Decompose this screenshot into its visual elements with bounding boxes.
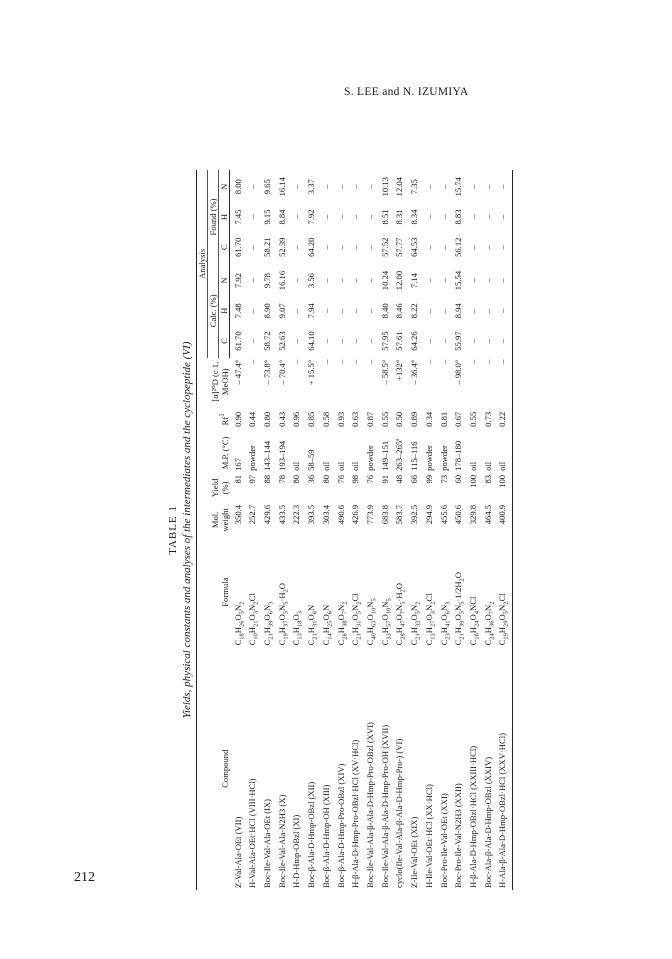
found-n-cell: – (350, 184, 361, 189)
calc-n-cell: 12.00 (394, 270, 405, 291)
mol-weight-cell: 490.6 (335, 504, 346, 525)
compound-cell: Boc-Pro-Ile-Val-OEt (XXI) (438, 793, 449, 888)
compound-cell: Boc-β-Ala-D-Hmp-Pro-OBzl (XIV) (335, 763, 346, 888)
calc-n-cell: 9.78 (261, 273, 272, 289)
calc-h-cell: – (482, 308, 493, 313)
found-c-cell: – (468, 245, 478, 250)
rf-cell: 0.89 (409, 411, 420, 427)
found-h-cell: – (497, 203, 512, 230)
mp-cell: powder (247, 445, 258, 471)
found-c-cell: 57.77 (394, 237, 405, 257)
calc-c-cell: 64.26 (409, 331, 420, 351)
table-row (439, 170, 454, 890)
calc-c-cell: 57.95 (379, 331, 390, 351)
calc-h-cell: 8.90 (261, 303, 272, 319)
found-n-cell: – (320, 184, 331, 189)
calc-n-cell: 16.16 (276, 270, 287, 291)
formula-cell: $C_{16}H_{24}O_4NCl$ (468, 596, 481, 646)
found-h-cell: 8.83 (453, 209, 464, 225)
found-c-cell: 52.39 (276, 237, 287, 257)
calc-n-cell: 7.14 (409, 273, 420, 289)
found-n-cell: 3.37 (306, 179, 317, 195)
formula-cell: $C_{24}H_{36}O_7N_2$ (482, 601, 496, 646)
found-c-cell: 61.70 (233, 237, 243, 257)
calc-h-cell: 8.22 (409, 303, 420, 319)
calc-n-cell: – (335, 278, 346, 283)
formula-cell: $C_{18}H_{26}O_5N_2$ (232, 601, 246, 646)
found-h-cell: – (468, 214, 478, 220)
found-c-cell: – (335, 245, 346, 250)
found-c-cell: – (497, 231, 512, 264)
mol-weight-cell: 350.4 (232, 504, 243, 525)
formula-cell: $C_{21}H_{39}O_6N_3$ (261, 601, 275, 646)
mp-cell: powder (438, 445, 449, 471)
calc-n-cell: – (423, 278, 434, 283)
col-found: Found (%) (208, 170, 219, 264)
calc-h-cell: 9.07 (276, 303, 287, 319)
calc-n-cell: – (482, 278, 493, 283)
found-h-cell: 8.31 (394, 209, 405, 225)
calc-h-cell: 8.40 (379, 303, 390, 319)
mp-cell: powder (364, 445, 375, 471)
formula-cell: $C_{23}H_{41}O_6N_3$ (438, 601, 452, 646)
compound-cell: H-Ala-β-Ala-D-Hmp-OBzl·HCl (XXV·HCl) (497, 647, 512, 890)
compound-cell: Boc-Ile-Val-Ala-OEt (IX) (261, 798, 272, 888)
found-c-cell: 64.20 (306, 237, 317, 257)
calc-c-cell: – (423, 338, 434, 344)
calc-n-cell: – (291, 278, 302, 283)
calc-c-cell: 57.61 (394, 331, 405, 351)
alpha-cell: – 58.5° (379, 359, 390, 385)
table-body (230, 170, 513, 890)
found-h-cell: – (438, 214, 449, 220)
yield-cell: 83 (482, 474, 493, 484)
mp-cell: oil (468, 461, 478, 471)
rf-cell: 0.80 (261, 411, 272, 427)
found-h-cell: 7.45 (233, 209, 243, 225)
rf-cell: 0.73 (482, 411, 493, 427)
found-h-cell: – (482, 214, 493, 220)
formula-cell: $C_{21}H_{31}O_6N$ (306, 604, 319, 646)
calc-h-cell: – (423, 308, 434, 313)
rf-label: Rf (219, 416, 230, 426)
found-h-cell: – (291, 214, 302, 220)
calc-h-cell: – (497, 297, 512, 324)
calc-h-cell: – (468, 308, 478, 313)
formula-cell: $C_{26}H_{38}O_7N_2$ (335, 601, 349, 646)
alpha-cell: – 70.4° (276, 359, 287, 385)
yield-cell: 98 (350, 474, 361, 484)
calc-n-cell: 15.54 (453, 270, 464, 291)
found-n-cell: – (438, 184, 449, 189)
yield-cell: 48 (394, 474, 405, 484)
alpha-cell: – 36.4° (409, 359, 420, 385)
found-n-cell: 7.35 (409, 179, 420, 195)
found-c-cell: – (423, 245, 434, 250)
table-row (453, 170, 468, 890)
yield-cell: 99 (423, 474, 434, 484)
mol-weight-cell: 400.9 (497, 503, 512, 537)
col-mol-weight: Mol. weight (197, 503, 230, 537)
calc-n-cell: – (320, 278, 331, 283)
mol-weight-cell: 429.6 (261, 504, 272, 525)
compound-cell: H-Ile-Val-OEt·HCl (XX·HCl) (423, 784, 434, 888)
calc-n-cell: – (497, 264, 512, 297)
formula-cell: $C_{19}H_{37}O_5N_5\cdot H_2O$ (276, 582, 290, 646)
mol-weight-cell: 329.8 (468, 504, 478, 525)
table-row (365, 170, 380, 890)
calc-n-cell: – (350, 278, 361, 283)
mp-cell: oil (350, 461, 361, 471)
found-n-cell: – (335, 184, 346, 189)
calc-n-cell: – (247, 278, 258, 283)
mp-cell: 263–265ª (394, 438, 405, 471)
alpha-cell: – 73.8° (261, 359, 272, 385)
formula-cell: $C_{13}H_{27}O_3N_2Cl$ (423, 593, 437, 646)
alpha-cell: – 47.4° (232, 359, 243, 385)
mp-cell: oil (320, 461, 331, 471)
calc-c-cell: – (468, 338, 478, 344)
calc-c-cell: – (438, 338, 449, 344)
rotated-table-block (166, 170, 511, 890)
mol-weight-cell: 464.5 (482, 504, 493, 525)
alpha-cell: – (335, 359, 346, 364)
mol-weight-cell: 294.9 (423, 504, 434, 525)
table-row (468, 170, 483, 890)
found-c-cell: – (364, 245, 375, 250)
yield-cell: 60 (453, 474, 464, 484)
alpha-cell: – (350, 359, 361, 364)
rf-cell: 0.96 (291, 411, 302, 427)
yield-cell: 73 (438, 474, 449, 484)
calc-h-cell: – (320, 308, 331, 313)
formula-cell: $C_{33}H_{57}O_{10}N_5$ (379, 598, 393, 646)
found-h-cell: 8.34 (409, 209, 420, 225)
page-number: 212 (74, 870, 95, 885)
calc-c-cell: – (247, 338, 258, 344)
mp-cell: oil (291, 461, 302, 471)
mol-weight-cell: 683.8 (379, 504, 390, 525)
yield-cell: 76 (335, 474, 346, 484)
rf-cell: 0.87 (364, 411, 375, 427)
compound-cell: H-Val-Ala-OEt·HCl (VIII·HCl) (247, 778, 258, 888)
found-c-cell: 56.12 (453, 237, 464, 257)
found-c-cell: 64.53 (409, 237, 420, 257)
found-h-cell: – (364, 214, 375, 220)
formula-cell: $C_{40}H_{63}O_{10}N_5$ (364, 598, 378, 646)
yield-cell: 76 (364, 474, 375, 484)
col-alpha: [α]²⁰D (c 1, MeOH) (197, 358, 230, 406)
found-h-cell: 9.15 (261, 209, 272, 225)
mp-cell: 143–144 (261, 440, 272, 471)
yield-cell: 100 (468, 474, 478, 488)
col-calc-h: H (219, 297, 230, 324)
alpha-cell: +132° (394, 359, 405, 381)
alpha-cell: – (364, 359, 375, 364)
table-row (262, 170, 277, 890)
yield-cell: 78 (276, 474, 287, 484)
table-subtitle: Yields, physical constants and analyses of the intermediates and the cyclopeptide (VI) (181, 341, 193, 719)
alpha-cell: – (320, 359, 331, 364)
table-row (380, 170, 395, 890)
compound-cell: Boc-β-Ala-D-Hmp-OBzl (XII) (306, 781, 317, 888)
calc-c-cell: 52.63 (276, 331, 287, 351)
found-n-cell: 8.00 (233, 179, 243, 195)
alpha-cell: – (423, 359, 434, 364)
found-n-cell: – (291, 184, 302, 189)
running-head: S. LEE and N. IZUMIYA (344, 86, 469, 98)
rf-cell: 0.93 (335, 411, 346, 427)
compound-cell: Boc-Ile-Val-Ala-β-Ala-D-Hmp-Pro-OH (XVII) (379, 724, 390, 888)
yield-cell: 97 (247, 474, 258, 484)
calc-c-cell: – (291, 338, 302, 344)
rf-cell: 0.58 (320, 411, 331, 427)
found-n-cell: – (364, 184, 375, 189)
calc-h-cell: – (335, 308, 346, 313)
compound-cell: H-β-Ala-D-Hmp-Pro-OBzl·HCl (XV·HCl) (350, 739, 361, 888)
found-n-cell: 15.74 (453, 177, 464, 197)
rf-cell: 0.63 (350, 411, 361, 427)
found-n-cell: – (468, 184, 478, 189)
calc-h-cell: – (247, 308, 258, 313)
compound-cell: Boc-Ala-β-Ala-D-Hmp-OBzl (XXIV) (482, 756, 493, 888)
mp-cell: oil (335, 461, 346, 471)
rf-cell: 0.85 (306, 411, 317, 427)
rf-cell: 0.44 (247, 411, 258, 427)
found-n-cell: – (497, 170, 512, 203)
table-row (424, 170, 439, 890)
mol-weight-cell: 450.6 (453, 504, 464, 525)
yield-cell: 80 (291, 474, 302, 484)
mp-cell: oil (497, 433, 512, 473)
yield-cell: 91 (379, 474, 390, 484)
rf-cell: 0.22 (497, 406, 512, 433)
mp-cell: powder (423, 445, 434, 471)
formula-cell: $C_{10}H_{21}O_3N_2Cl$ (247, 593, 260, 646)
table-caption (166, 170, 194, 890)
found-c-cell: – (482, 245, 493, 250)
mp-cell: 149–151 (379, 440, 390, 471)
col-compound: Compound (197, 647, 230, 890)
found-n-cell: – (482, 184, 493, 189)
formula-cell: $C_{21}H_{32}O_5N_2$ (409, 601, 422, 646)
table-row (497, 170, 512, 890)
formula-cell: $C_{28}H_{47}O_7N_5\cdot H_2O$ (394, 582, 408, 646)
alpha-cell: – (291, 359, 302, 364)
calc-h-cell: 8.94 (453, 303, 464, 319)
mp-cell: 115–116 (409, 441, 420, 471)
mol-weight-cell: 392.5 (409, 504, 420, 525)
calc-n-cell: – (364, 278, 375, 283)
yield-cell: 36 (306, 474, 317, 484)
mol-weight-cell: 455.6 (438, 504, 449, 525)
rf-cell: 0.67 (453, 411, 464, 427)
table-row (247, 170, 262, 890)
calc-h-cell: – (350, 308, 361, 313)
found-h-cell: – (350, 214, 361, 220)
calc-c-cell: – (482, 338, 493, 344)
calc-h-cell: 7.94 (306, 303, 317, 319)
table-row (409, 170, 424, 890)
compound-cell: Z-Val-Ala-OEt (VII) (232, 816, 243, 888)
yield-cell: 81 (232, 474, 243, 484)
alpha-cell: – 98.0° (453, 359, 464, 385)
yield-cell: 88 (261, 474, 272, 484)
col-calc-c: C (219, 324, 230, 357)
alpha-cell: – (497, 358, 512, 406)
table-row (277, 170, 292, 890)
calc-c-cell: – (497, 324, 512, 357)
rf-cell: 0.90 (232, 411, 243, 427)
found-c-cell: 57.52 (379, 237, 390, 257)
alpha-cell: – (468, 359, 478, 364)
calc-n-cell: – (438, 278, 449, 283)
alpha-cell: + 15.5° (306, 359, 317, 386)
rf-cell: 0.43 (276, 411, 287, 427)
table-row (336, 170, 351, 890)
table-row (483, 170, 498, 890)
found-c-cell: 58.21 (261, 237, 272, 257)
found-h-cell: 8.84 (276, 209, 287, 225)
mol-weight-cell: 773.9 (364, 504, 375, 525)
yield-cell: 66 (409, 474, 420, 484)
found-c-cell: – (320, 245, 331, 250)
yield-cell: 100 (497, 473, 512, 503)
rf-sup: 1 (217, 413, 226, 417)
col-found-n: N (219, 170, 230, 203)
table-row (350, 170, 365, 890)
alpha-cell: – (482, 359, 493, 364)
formula-cell: $C_{21}H_{31}O_5N_2Cl$ (350, 593, 363, 646)
compound-cell: Boc-Pro-Ile-Val-N2H3 (XXII) (453, 783, 464, 888)
found-n-cell: – (423, 184, 434, 189)
mol-weight-cell: 303.4 (320, 504, 331, 525)
calc-h-cell: – (364, 308, 375, 313)
compound-cell: Boc-β-Ala-D-Hmp-OH (XIII) (320, 784, 331, 888)
mp-cell: 193–194 (276, 440, 287, 471)
table-row (230, 170, 248, 890)
formula-cell: $C_{14}H_{25}O_6N$ (320, 604, 334, 646)
found-h-cell: – (247, 214, 258, 220)
found-h-cell: – (320, 214, 331, 220)
formula-cell: $C_{19}H_{29}O_5N_2Cl$ (497, 537, 512, 648)
found-c-cell: – (438, 245, 449, 250)
found-h-cell: 8.51 (379, 209, 390, 225)
calc-n-cell: 3.56 (306, 273, 317, 289)
col-yield: Yield (%) (197, 473, 230, 503)
table-row (291, 170, 306, 890)
calc-c-cell: 64.10 (306, 331, 317, 351)
compound-cell: H-β-Ala-D-Hmp-OBzl·HCl (XXIII·HCl) (468, 745, 478, 888)
col-calc: Calc. (%) (208, 264, 219, 358)
calc-c-cell: 58.72 (261, 331, 272, 351)
rf-cell: 0.50 (394, 411, 405, 427)
compound-cell: Boc-Ile-Val-Ala-β-Ala-D-Hmp-Pro-OBzl (XVI) (364, 722, 375, 888)
calc-c-cell: – (335, 338, 346, 344)
calc-n-cell: – (468, 278, 478, 283)
found-n-cell: 10.13 (379, 177, 390, 197)
yield-cell: 80 (320, 474, 331, 484)
mol-weight-cell: 393.5 (306, 504, 317, 525)
calc-c-cell: 55.97 (453, 331, 464, 351)
alpha-cell: – (247, 359, 258, 364)
compound-cell: Boc-Ile-Val-Ala-N2H3 (X) (276, 794, 287, 888)
rf-cell: 0.55 (468, 411, 478, 427)
rf-cell: 0.81 (438, 411, 449, 427)
calc-h-cell: 8.46 (394, 303, 405, 319)
mol-weight-cell: 426.9 (350, 504, 361, 525)
calc-n-cell: 7.92 (233, 273, 243, 289)
mol-weight-cell: 433.5 (276, 504, 287, 525)
col-calc-n: N (219, 264, 230, 297)
calc-h-cell: 7.48 (233, 303, 243, 319)
found-n-cell: 9.65 (261, 179, 272, 195)
found-n-cell: – (247, 184, 258, 189)
table-row (306, 170, 321, 890)
formula-cell: $C_{21}H_{39}O_5N_5\cdot 1/2H_2O$ (453, 571, 466, 646)
col-found-h: H (219, 203, 230, 230)
calc-h-cell: – (438, 308, 449, 313)
mp-cell: 178–180 (453, 440, 464, 471)
data-table (196, 170, 513, 890)
calc-c-cell: – (320, 338, 331, 344)
compound-cell: H-D-Hmp-OBzl (XI) (291, 814, 302, 888)
found-n-cell: 12.04 (394, 177, 405, 197)
mol-weight-cell: 252.7 (247, 504, 258, 525)
col-mp: M.P. (°C) (197, 433, 230, 473)
found-h-cell: 7.92 (306, 209, 317, 225)
alpha-cell: – (438, 359, 449, 364)
col-rf (197, 406, 230, 433)
calc-c-cell: – (364, 338, 375, 344)
col-found-c: C (219, 231, 230, 264)
formula-cell: $C_{13}H_{18}O_3$ (291, 611, 305, 646)
calc-n-cell: 10.24 (379, 270, 390, 291)
rf-cell: 0.34 (423, 411, 434, 427)
mol-weight-cell: 583.7 (394, 504, 405, 525)
table-title: TABLE 1 (167, 505, 179, 555)
found-n-cell: 16.14 (276, 177, 287, 197)
col-analysis: Analysis (197, 170, 208, 358)
found-c-cell: – (291, 245, 302, 250)
compound-cell: cyclo(Ile-Val-Ala-β-Ala-D-Hmp-Pro-) (VI) (394, 738, 405, 888)
mol-weight-cell: 222.3 (291, 504, 302, 525)
mp-cell: 58–59 (306, 449, 317, 471)
mp-cell: oil (482, 461, 493, 471)
calc-h-cell: – (291, 308, 302, 313)
found-c-cell: – (350, 245, 361, 250)
table-row (321, 170, 336, 890)
found-h-cell: – (335, 214, 346, 220)
calc-c-cell: 61.70 (233, 331, 243, 351)
mp-cell: 167 (232, 458, 243, 471)
table-row (394, 170, 409, 890)
calc-c-cell: – (350, 338, 361, 344)
found-h-cell: – (423, 214, 434, 220)
compound-cell: Z-Ile-Val-OEt (XIX) (409, 816, 420, 888)
col-formula: Formula (197, 537, 230, 648)
rf-cell: 0.55 (379, 411, 390, 427)
found-c-cell: – (247, 245, 258, 250)
